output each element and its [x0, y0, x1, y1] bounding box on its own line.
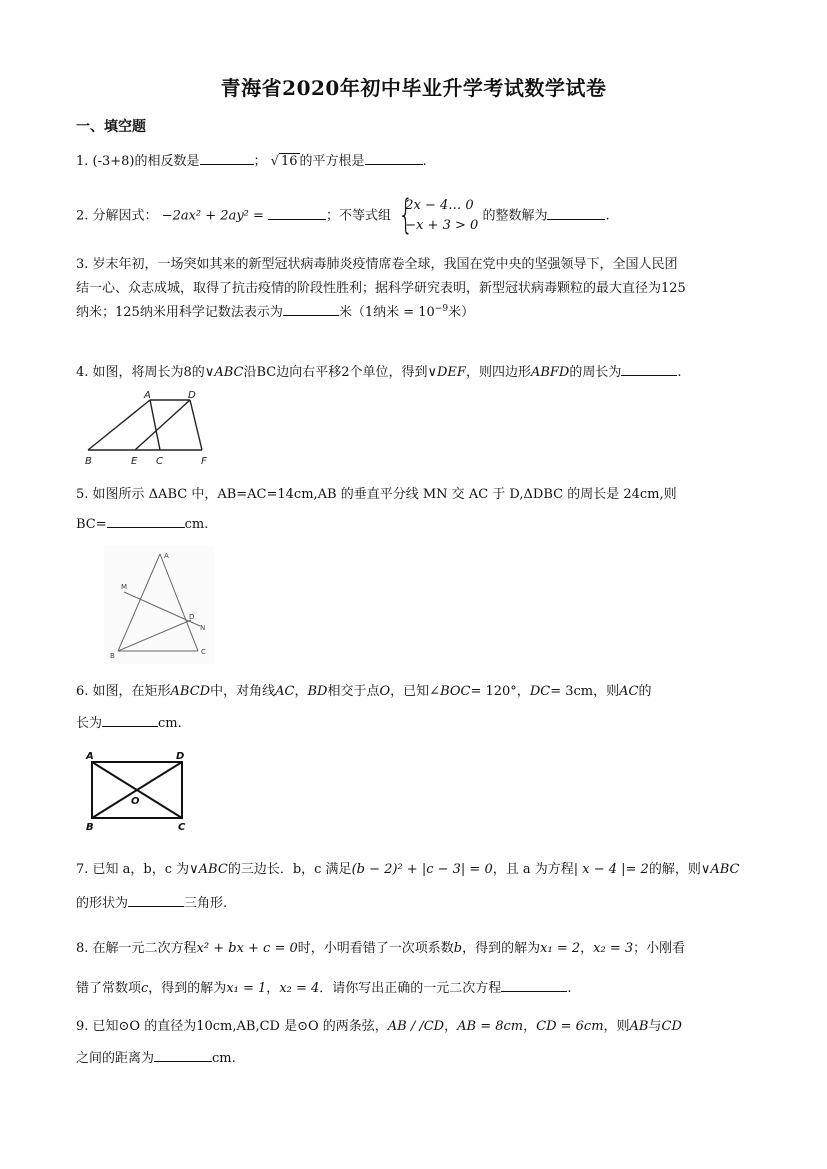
- q4-triangle-abc: ∨ABC: [204, 365, 244, 380]
- q3-text-c: 米）: [448, 305, 475, 320]
- q6-ac-2: AC: [619, 684, 639, 699]
- q8-text-h: ，: [266, 981, 280, 996]
- q8-equation: x² + bx + c = 0: [196, 941, 298, 956]
- q9-text-b: ，: [444, 1019, 458, 1034]
- inequality-1: 2x − 4… 0: [405, 198, 474, 213]
- q8-var-c: c: [141, 981, 149, 996]
- q6-o: O: [379, 684, 391, 699]
- q3-blank[interactable]: [283, 301, 339, 316]
- q4-text-e: .: [677, 365, 682, 380]
- q7-text-e: 的形状为: [76, 896, 129, 911]
- q8-text-j: .: [567, 981, 572, 996]
- q8-x2-second: x₂ = 4: [279, 981, 320, 996]
- q9-text-e: 与: [648, 1019, 662, 1034]
- q1-text-d: .: [422, 154, 427, 169]
- q8-x1-first: x₁ = 2: [540, 941, 581, 956]
- inequality-2: −x + 3 > 0: [405, 218, 479, 233]
- q1-blank-1[interactable]: [200, 150, 254, 165]
- q8-text-c: ，得到的解为: [462, 941, 541, 956]
- q8-text-g: ，得到的解为: [148, 981, 227, 996]
- q8-text-i: ．请你写出正确的一元二次方程: [319, 981, 502, 996]
- q4-blank[interactable]: [621, 361, 677, 376]
- fig4-label-e: E: [131, 456, 138, 467]
- fig5-label-m: M: [121, 583, 128, 591]
- q8-var-b: b: [453, 941, 463, 956]
- q8-text-d: ，: [580, 941, 594, 956]
- q5-blank[interactable]: [107, 513, 185, 528]
- q6-text-i: 长为: [76, 716, 103, 731]
- figure-5-triangle: [104, 546, 214, 664]
- fig4-label-d: D: [188, 390, 196, 401]
- fig4-line-ba: [88, 400, 150, 450]
- q8-x1-second: x₁ = 1: [226, 981, 267, 996]
- fig6-label-o: O: [131, 796, 140, 807]
- figure-4-translation: [80, 388, 220, 470]
- q3-text-a: 纳米；125纳米用科学记数法表示为: [76, 305, 283, 320]
- q9-ab: AB: [629, 1019, 649, 1034]
- q8-line-2: [76, 969, 756, 1009]
- q9-text-a: 9. 已知⊙O 的直径为10cm,AB,CD 是⊙O 的两条弦，: [76, 1019, 388, 1034]
- fig4-label-f: F: [201, 456, 207, 467]
- q3-line-2: 结一心、众志成城，取得了抗击疫情的阶段性胜利；据科学研究表明，新型冠状病毒颗粒的最大直径为125: [76, 281, 686, 296]
- q8-line-1: [76, 929, 756, 969]
- q9-text-g: cm.: [212, 1051, 236, 1066]
- question-1: [76, 150, 756, 173]
- brace-icon: {: [398, 192, 414, 238]
- question-7: [76, 853, 756, 921]
- fig4-label-b: B: [85, 456, 92, 467]
- q3-line-1: 3. 岁末年初，一场突如其来的新型冠状病毒肺炎疫情席卷全球，我国在党中央的坚强领导下，全国人民团: [76, 257, 678, 272]
- q6-line-1: [76, 676, 756, 708]
- fig5-label-c: C: [201, 648, 206, 656]
- q6-ac: AC: [275, 684, 295, 699]
- q9-parallel: AB / /CD: [387, 1019, 445, 1034]
- q7-text-f: 三角形.: [184, 896, 228, 911]
- q7-line-1: [76, 853, 756, 887]
- q6-text-a: 6. 如图，在矩形: [76, 684, 171, 699]
- fig5-label-a: A: [164, 552, 169, 560]
- q1-text-a: 1. (-3+8)的相反数是: [76, 154, 200, 169]
- q7-text-a: 7. 已知 a，b，c 为: [76, 862, 190, 877]
- q9-cd: CD: [661, 1019, 682, 1034]
- q4-text-a: 4. 如图，将周长为8的: [76, 365, 205, 380]
- q6-line-2: [76, 708, 756, 740]
- q3-exponent: −9: [434, 304, 449, 314]
- fig5-label-d: D: [189, 613, 195, 621]
- question-6: [76, 676, 756, 740]
- q7-text-b: 的三边长．b，c 满足: [227, 862, 352, 877]
- q6-boc: BOC: [440, 684, 471, 699]
- exam-title: 青海省2020年初中毕业升学考试数学试卷: [220, 76, 607, 100]
- q2-text-c: 的整数解为: [482, 208, 548, 224]
- figure-6-rectangle: [84, 748, 194, 834]
- q4-text-b: 沿BC边向右平移2个单位，得到: [243, 365, 428, 380]
- q9-text-f: 之间的距离为: [76, 1051, 155, 1066]
- q6-dc: DC: [529, 684, 551, 699]
- fig4-line-ac: [150, 400, 160, 450]
- q5-text-b: cm.: [184, 517, 209, 532]
- section-heading: 一、填空题: [76, 119, 146, 135]
- q9-text-d: ，则: [603, 1019, 630, 1034]
- q2-text-d: .: [605, 208, 610, 224]
- q2-text-a: 2. 分解因式：: [76, 208, 158, 224]
- q6-text-c: ，: [294, 684, 308, 699]
- q6-bd: BD: [307, 684, 328, 699]
- q7-text-c: ，且 a 为方程: [492, 862, 574, 877]
- q8-text-a: 8. 在解一元二次方程: [76, 941, 197, 956]
- q7-text-d: 的解，则: [648, 862, 701, 877]
- q4-triangle-def: ∨DEF: [427, 365, 466, 380]
- fig5-label-n: N: [200, 624, 206, 632]
- question-3: [76, 253, 756, 325]
- question-8: [76, 929, 756, 1009]
- q9-line-2: [76, 1043, 756, 1075]
- q1-text-c: 的平方根是: [299, 154, 365, 169]
- question-4: [76, 361, 756, 384]
- q2-expression: −2ax² + 2ay² =: [161, 208, 264, 224]
- q2-blank-1[interactable]: [268, 205, 326, 220]
- fig4-label-a: A: [144, 390, 151, 401]
- q6-text-g: = 3cm，则: [550, 684, 620, 699]
- q7-equation: (b − 2)² + |c − 3| = 0: [351, 862, 493, 877]
- q6-text-j: cm.: [158, 716, 182, 731]
- q7-line-2: [76, 887, 756, 921]
- q7-blank[interactable]: [128, 892, 184, 907]
- q5-line-1: 5. 如图所示 ΔABC 中，AB=AC=14cm,AB 的垂直平分线 MN 交 AC 于 D,ΔDBC 的周长是 24cm,则: [76, 487, 677, 502]
- inequality-system: [395, 192, 479, 238]
- q9-line-1: [76, 1011, 756, 1043]
- q1-radicand: 16: [280, 154, 298, 169]
- q7-triangle: ∨ABC: [189, 862, 228, 877]
- fig6-label-b: B: [86, 822, 94, 833]
- q6-rect: ABCD: [170, 684, 211, 699]
- q5-text-a: BC=: [76, 517, 107, 532]
- fig6-label-c: C: [178, 822, 186, 833]
- question-5: [76, 480, 756, 540]
- q4-text-d: 的周长为: [569, 365, 622, 380]
- q9-cd-length: CD = 6cm: [536, 1019, 604, 1034]
- q6-text-b: 中，对角线: [210, 684, 276, 699]
- q9-text-c: ，: [523, 1019, 537, 1034]
- fig6-label-d: D: [176, 751, 185, 762]
- q8-x2-first: x₂ = 3: [593, 941, 634, 956]
- question-9: [76, 1011, 756, 1075]
- sqrt-symbol: √ 16: [270, 154, 298, 169]
- q2-text-b: ；不等式组: [326, 208, 392, 224]
- q8-text-e: ；小刚看: [633, 941, 686, 956]
- q8-blank[interactable]: [501, 977, 567, 992]
- q7-equation-2: | x − 4 |= 2: [573, 862, 649, 877]
- q7-triangle-2: ∨ABC: [700, 862, 740, 877]
- fig4-line-de: [135, 400, 190, 450]
- fig6-label-a: A: [86, 751, 94, 762]
- q9-blank[interactable]: [154, 1047, 212, 1062]
- fig4-label-c: C: [156, 456, 163, 467]
- q1-blank-2[interactable]: [365, 150, 423, 165]
- q3-line-3: [76, 301, 756, 325]
- q4-quad: ABFD: [530, 365, 570, 380]
- q9-ab-length: AB = 8cm: [457, 1019, 524, 1034]
- fig4-line-df: [190, 400, 202, 450]
- q6-blank[interactable]: [102, 712, 158, 727]
- q6-text-f: = 120°，: [470, 684, 530, 699]
- q4-text-c: ，则四边形: [465, 365, 531, 380]
- question-2: [76, 192, 756, 238]
- fig5-label-b: B: [110, 652, 115, 660]
- q6-text-e: ，已知∠: [390, 684, 441, 699]
- q5-line-2: [76, 510, 756, 540]
- q6-text-h: 的: [638, 684, 652, 699]
- q2-blank-2[interactable]: [547, 205, 605, 220]
- q3-text-b: 米（1纳米 = 10: [338, 305, 435, 320]
- q1-text-b: ；: [253, 154, 267, 169]
- q6-text-d: 相交于点: [327, 684, 380, 699]
- q8-text-b: 时，小明看错了一次项系数: [297, 941, 454, 956]
- q8-text-f: 错了常数项: [76, 981, 142, 996]
